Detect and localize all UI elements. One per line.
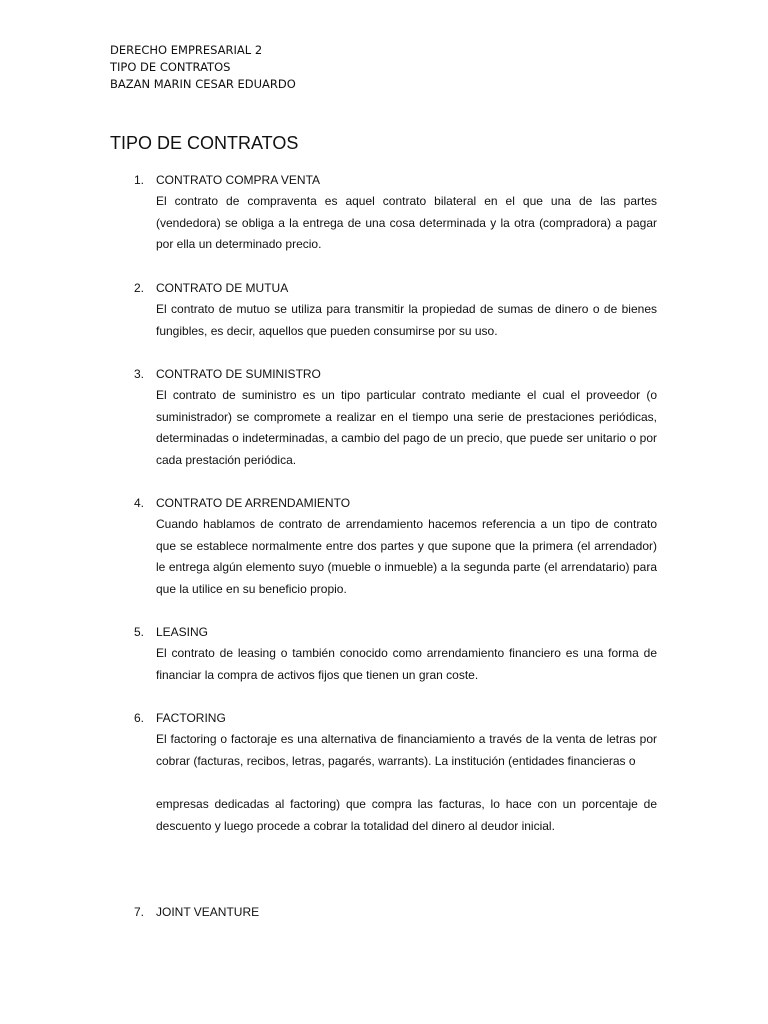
section-heading: LEASING (156, 625, 209, 639)
list-number: 6. (133, 711, 144, 725)
section-body: El contrato de suministro es un tipo particular contrato mediante el cual el proveedor (o suministrador) se compromete a realizar en el tiempo una serie de prestaciones periódicas, determinadas o indeterminadas, a cambio del pago de un precio, que puede ser unitario o por cada prestación periódica. (156, 388, 657, 467)
page-title: TIPO DE CONTRATOS (110, 133, 299, 153)
list-number: 2. (133, 281, 144, 295)
section-body: El contrato de leasing o también conocido como arrendamiento financiero es una forma de financiar la compra de activos fijos que tienen un gran coste. (156, 646, 657, 682)
section-heading: JOINT VEANTURE (156, 905, 260, 919)
list-number: 5. (133, 625, 144, 639)
list-number: 3. (133, 367, 144, 381)
section-heading: CONTRATO COMPRA VENTA (156, 173, 321, 187)
section-heading: CONTRATO DE SUMINISTRO (156, 367, 321, 381)
document-header (110, 42, 296, 93)
section-heading: CONTRATO DE ARRENDAMIENTO (156, 496, 351, 510)
list-number: 7. (133, 905, 144, 919)
header-author: BAZAN MARIN CESAR EDUARDO (110, 77, 296, 91)
section-heading: CONTRATO DE MUTUA (156, 281, 289, 295)
section-body: Cuando hablamos de contrato de arrendamiento hacemos referencia a un tipo de contrato que se establece normalmente entre dos partes y que supone que la primera (el arrendador) le entrega algún elemento suyo (mueble o inmueble) a la segunda parte (el arrendatario) para que la utilice en su beneficio propio. (156, 517, 657, 596)
list-number: 4. (133, 496, 144, 510)
section-body-continuation: empresas dedicadas al factoring) que compra las facturas, lo hace con un porcentaje de descuento y luego procede a cobrar la totalidad del dinero al deudor inicial. (156, 797, 657, 833)
header-topic: TIPO DE CONTRATOS (110, 60, 231, 74)
list-number: 1. (133, 173, 144, 187)
header-course: DERECHO EMPRESARIAL 2 (110, 43, 263, 57)
section-body: El contrato de mutuo se utiliza para transmitir la propiedad de sumas de dinero o de bienes fungibles, es decir, aquellos que pueden consumirse por su uso. (156, 302, 657, 338)
section-heading: FACTORING (156, 711, 226, 725)
section-body: El factoring o factoraje es una alternativa de financiamiento a través de la venta de letras por cobrar (facturas, recibos, letras, pagarés, warrants). La institución (entidades financieras o (156, 732, 657, 768)
section-body: El contrato de compraventa es aquel contrato bilateral en el que una de las partes (vendedora) se obliga a la entrega de una cosa determinada y la otra (compradora) a pagar por ella un determinado precio. (156, 194, 657, 252)
